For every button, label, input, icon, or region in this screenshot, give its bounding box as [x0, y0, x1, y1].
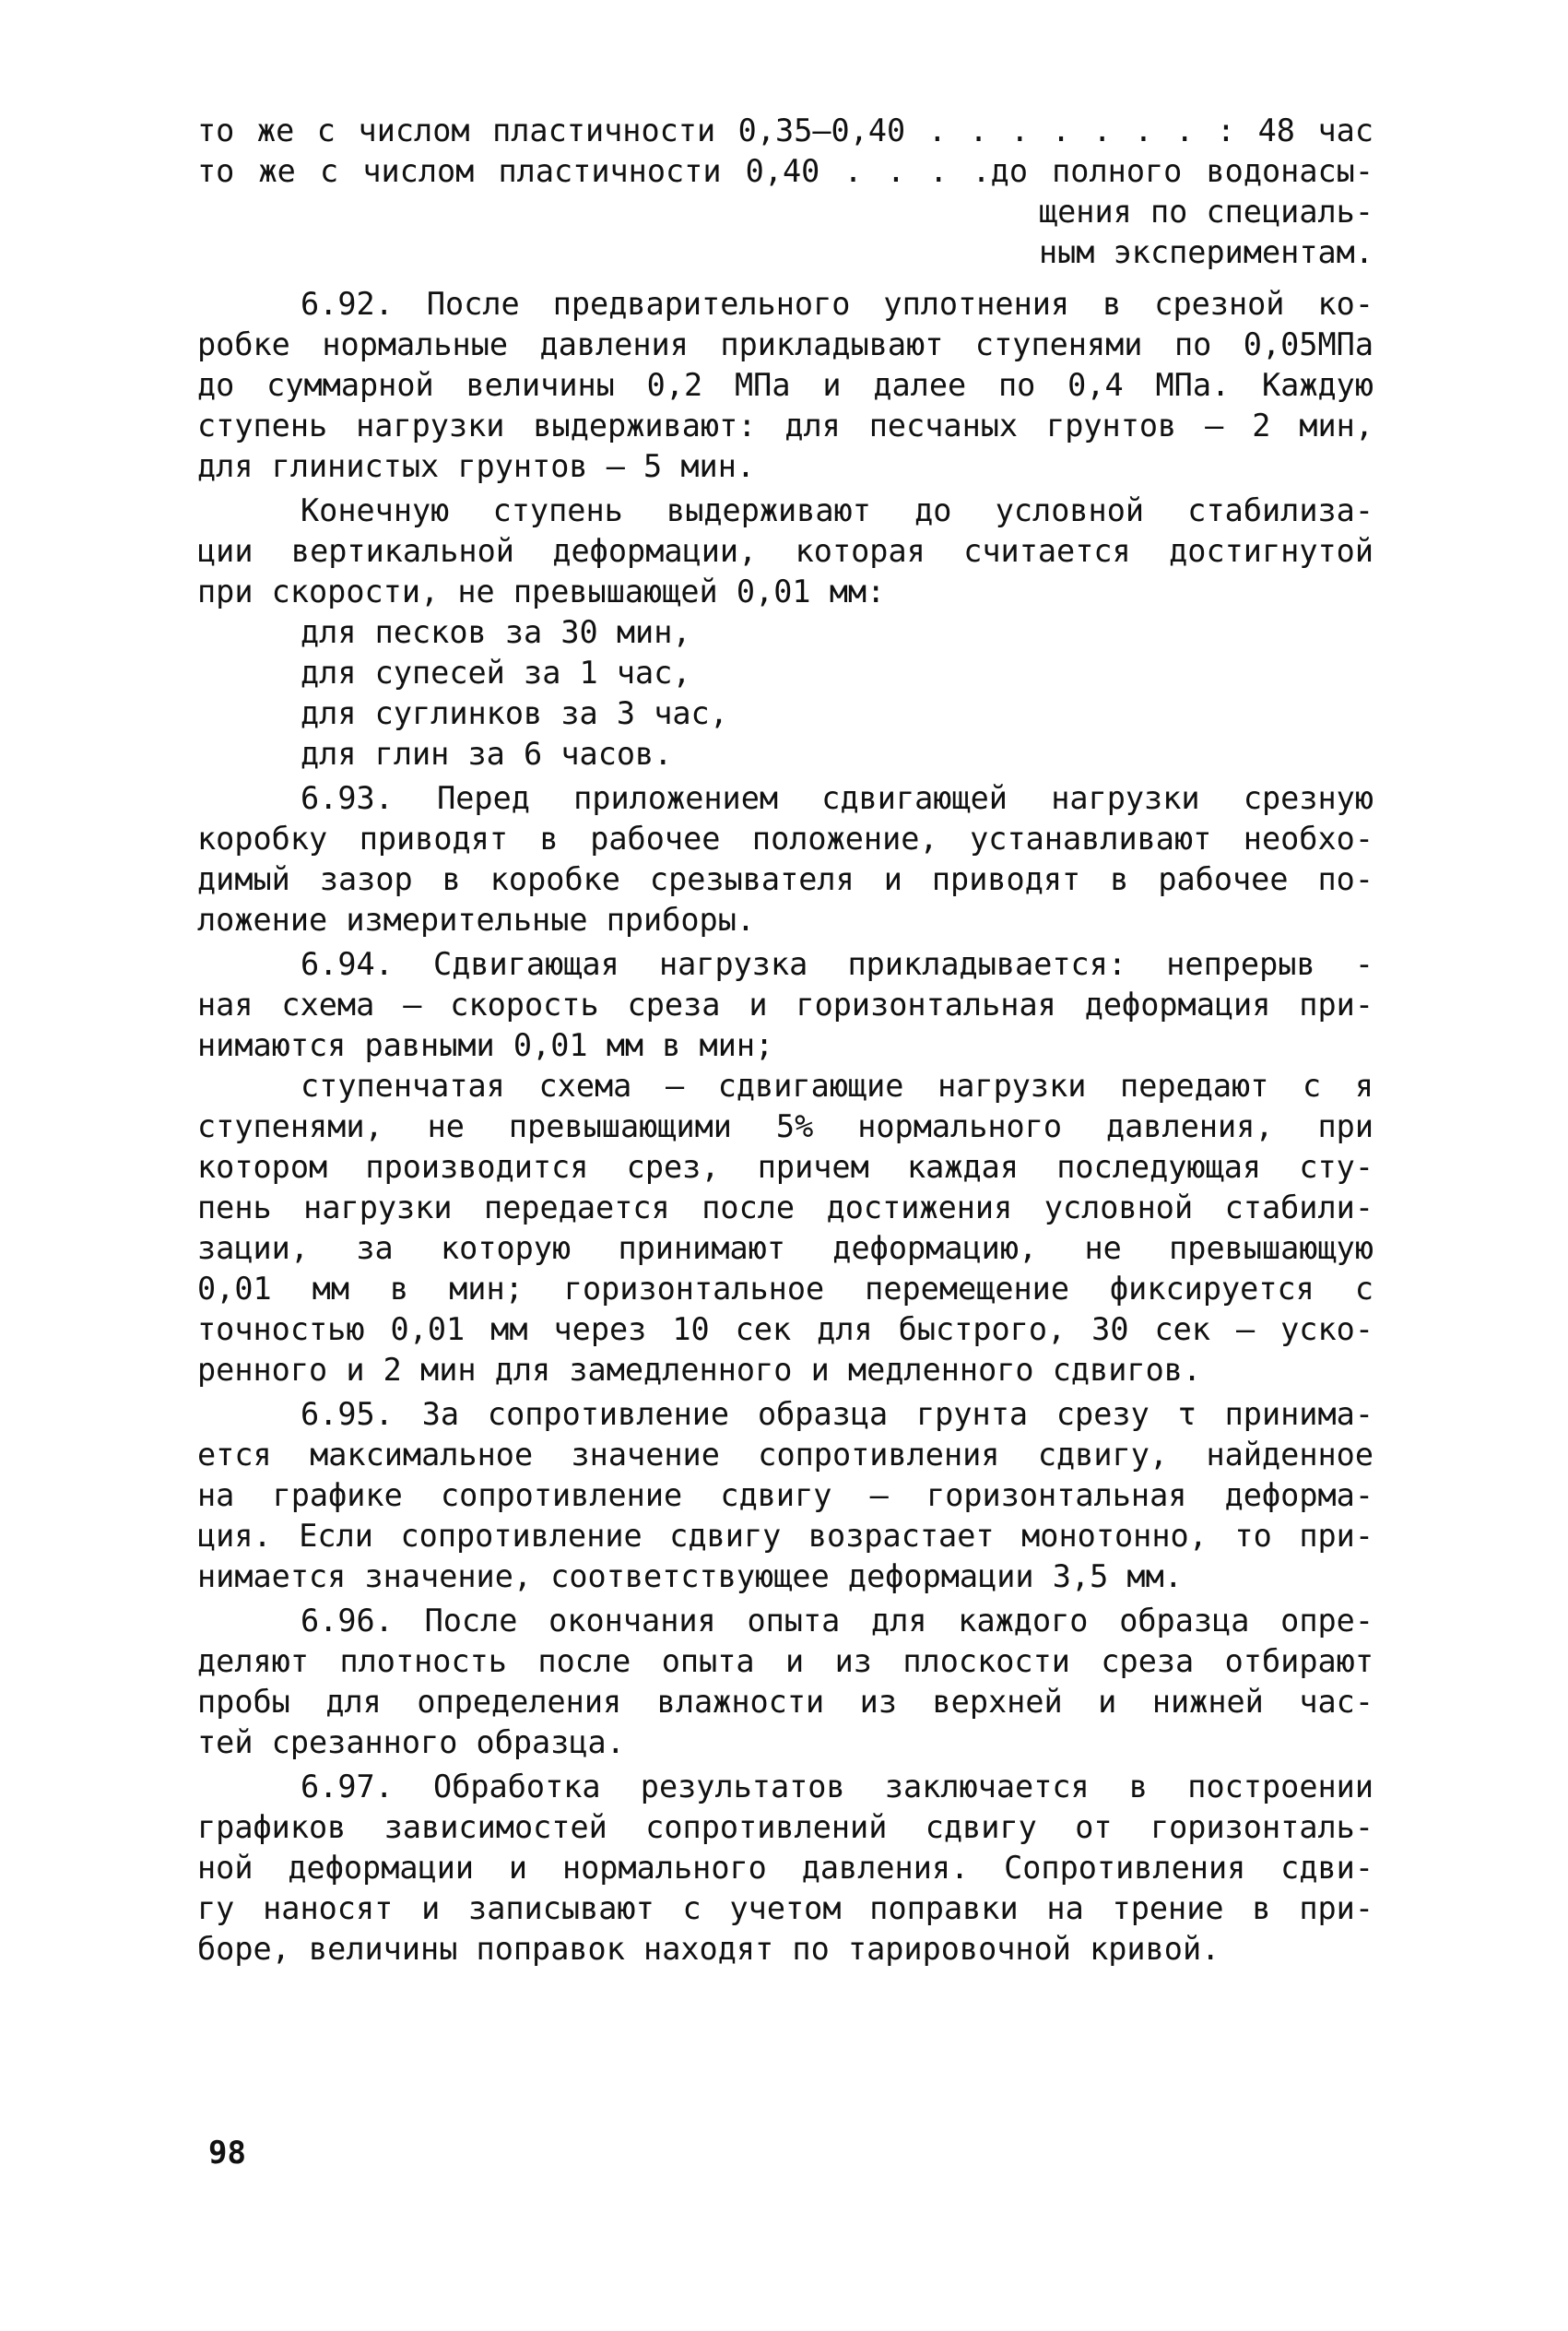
text-line: для глин за 6 часов. — [301, 736, 673, 772]
text-line: ции вертикальной деформации, которая считается достигнутой — [197, 533, 1373, 569]
text-line: гу наносят и записывают с учетом поправки на трение в при- — [197, 1890, 1373, 1926]
text-line: котором производится срез, причем каждая последующая сту- — [197, 1149, 1373, 1185]
text-line: 6.97. Обработка результатов заключается в построении — [301, 1769, 1373, 1804]
text-line: точностью 0,01 мм через 10 сек для быстрого, 30 сек – уско- — [197, 1311, 1373, 1347]
text-line: для супесей за 1 час, — [301, 655, 691, 691]
text-line: то же с числом пластичности 0,40 . . . .до полного водонасы- — [197, 153, 1373, 189]
text-line: зации, за которую принимают деформацию, не превышающую — [197, 1230, 1373, 1266]
text-line: ется максимальное значение сопротивления сдвигу, найденное — [197, 1437, 1373, 1473]
text-line: 6.93. Перед приложением сдвигающей нагрузки срезную — [301, 780, 1373, 816]
text-line: для песков за 30 мин, — [301, 614, 691, 650]
text-line: ступень нагрузки выдерживают: для песчаных грунтов – 2 мин, — [197, 408, 1373, 444]
text-line: для суглинков за 3 час, — [301, 695, 728, 731]
text-line: нимаются равными 0,01 мм в мин; — [197, 1027, 774, 1063]
text-line: щения по специаль- — [1038, 194, 1373, 230]
text-line: робке нормальные давления прикладывают ступенями по 0,05МПа — [197, 326, 1373, 362]
text-line: пень нагрузки передается после достижения условной стабили- — [197, 1189, 1373, 1225]
text-line: ной деформации и нормального давления. Сопротивления сдви- — [197, 1850, 1373, 1886]
text-line: Конечную ступень выдерживают до условной стабилиза- — [301, 492, 1373, 528]
text-line: ложение измерительные приборы. — [197, 902, 756, 938]
text-line: для глинистых грунтов – 5 мин. — [197, 448, 756, 484]
text-line: ренного и 2 мин для замедленного и медленного сдвигов. — [197, 1352, 1202, 1388]
text-line: деляют плотность после опыта и из плоскости среза отбирают — [197, 1643, 1373, 1679]
text-line: 6.94. Сдвигающая нагрузка прикладывается: непрерыв - — [301, 946, 1373, 982]
text-line: тей срезанного образца. — [197, 1724, 625, 1760]
text-line: димый зазор в коробке срезывателя и приводят в рабочее по- — [197, 861, 1373, 897]
text-line: то же с числом пластичности 0,35–0,40 . . . . . . . : 48 час — [197, 112, 1373, 148]
page-number: 98 — [208, 2135, 246, 2171]
text-line: на графике сопротивление сдвигу – горизонтальная деформа- — [197, 1477, 1373, 1513]
text-line: графиков зависимостей сопротивлений сдвигу от горизонталь- — [197, 1809, 1373, 1845]
text-line: до суммарной величины 0,2 МПа и далее по 0,4 МПа. Каждую — [197, 367, 1373, 403]
text-line: ным экспериментам. — [1038, 234, 1373, 270]
text-line: ступенями, не превышающими 5% нормального давления, при — [197, 1108, 1373, 1144]
text-line: ступенчатая схема – сдвигающие нагрузки передают с я — [301, 1068, 1373, 1104]
text-line: ная схема – скорость среза и горизонтальная деформация при- — [197, 987, 1373, 1023]
text-line: 6.95. За сопротивление образца грунта срезу τ принима- — [301, 1396, 1373, 1432]
text-line: 6.92. После предварительного уплотнения в срезной ко- — [301, 286, 1373, 322]
text-line: боре, величины поправок находят по тарировочной кривой. — [197, 1931, 1220, 1967]
text-line: нимается значение, соответствующее деформации 3,5 мм. — [197, 1558, 1183, 1594]
text-line: пробы для определения влажности из верхней и нижней час- — [197, 1684, 1373, 1720]
text-line: ция. Если сопротивление сдвигу возрастает монотонно, то при- — [197, 1518, 1373, 1554]
text-line: при скорости, не превышающей 0,01 мм: — [197, 574, 886, 609]
text-line: коробку приводят в рабочее положение, устанавливают необхо- — [197, 821, 1373, 857]
text-line: 0,01 мм в мин; горизонтальное перемещение фиксируется с — [197, 1271, 1373, 1307]
text-line: 6.96. После окончания опыта для каждого образца опре- — [301, 1603, 1373, 1639]
